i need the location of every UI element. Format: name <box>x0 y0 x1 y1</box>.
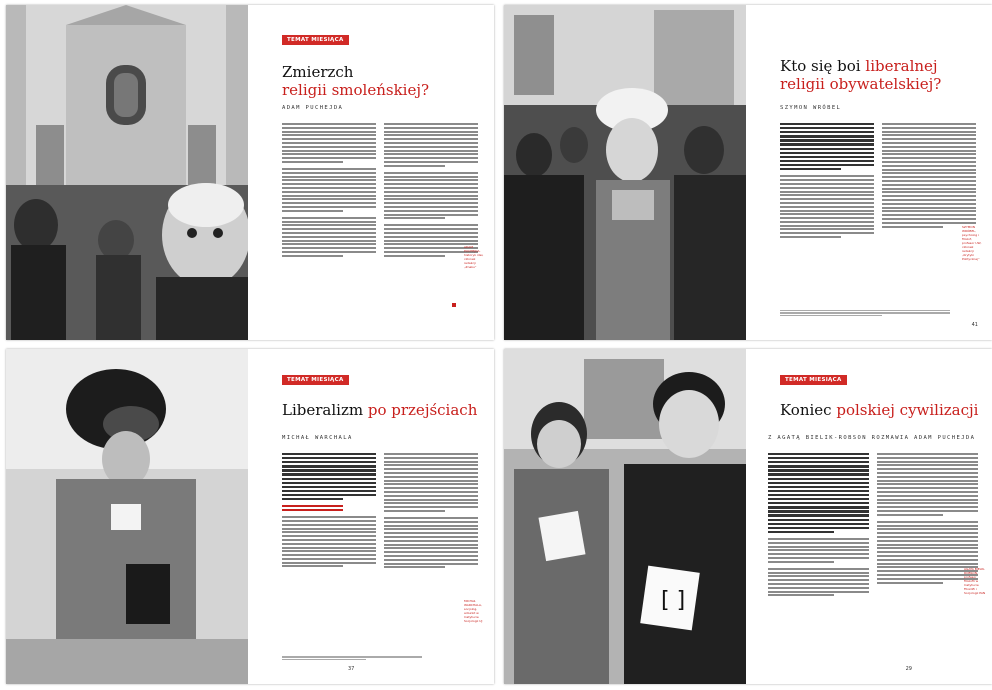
author-line: SZYMON WRÓBEL <box>780 105 842 111</box>
spread-1 <box>6 5 494 340</box>
text-column-2 <box>384 453 478 570</box>
text-column-1 <box>768 453 869 598</box>
section-tag: TEMAT MIESIĄCA <box>780 375 847 385</box>
title-plain: Liberalizm <box>282 401 364 419</box>
title-red: po przejściach <box>367 401 478 419</box>
spread-4 <box>504 349 992 684</box>
author-sidenote: AGATA BIELIK-ROBSON, profesor filozofii w Instytucie Filozofii i Socjologii PAN <box>964 567 986 595</box>
section-tag: TEMAT MIESIĄCA <box>282 35 349 45</box>
author-line: Z AGATĄ BIELIK-ROBSON ROZMAWIA ADAM PUCHEJDA <box>768 435 976 441</box>
section-tag: TEMAT MIESIĄCA <box>282 375 349 385</box>
text-column-2 <box>882 123 976 240</box>
article-page-2 <box>750 5 992 340</box>
author-sidenote: ADAM PUCHEJDA, historyk idei, członek redakcji „Znaku” <box>464 245 484 269</box>
article-page-1 <box>252 5 494 340</box>
article-title <box>282 63 482 99</box>
title-plain: Koniec <box>780 401 832 419</box>
author-line: ADAM PUCHEJDA <box>282 105 344 111</box>
page-number: 29 <box>905 666 912 672</box>
title-red: liberalnej religii obywatelskiej? <box>780 57 942 93</box>
svg-text:[ ]: [ ] <box>661 588 686 613</box>
article-title <box>282 401 482 419</box>
author-sidenote: SZYMON WRÓBEL, psycholog i filozof, profesor UW, członek redakcji „Krytyki Politycznej” <box>962 225 982 261</box>
page-number: 37 <box>348 666 355 672</box>
text-column-1 <box>282 123 376 259</box>
title-red: polskiej cywilizacji <box>836 401 979 419</box>
title-red: religii smoleńskiej? <box>282 81 430 99</box>
text-column-2 <box>384 123 478 259</box>
article-title <box>780 401 980 419</box>
footnotes <box>780 310 950 318</box>
page-number: 41 <box>971 322 978 328</box>
body-text <box>282 453 478 570</box>
body-text <box>282 123 478 259</box>
church-and-elderly-man-photo <box>6 5 248 340</box>
title-plain: Zmierzch <box>282 63 354 81</box>
title-plain: Kto się boi <box>780 57 861 75</box>
article-page-4 <box>750 349 992 684</box>
end-mark <box>452 303 456 307</box>
woman-with-hat-photo <box>6 349 248 684</box>
spread-2 <box>504 5 992 340</box>
text-column-2 <box>877 453 978 598</box>
body-text <box>768 453 978 598</box>
footnotes <box>282 656 422 662</box>
spread-3 <box>6 349 494 684</box>
crowd-woman-in-beret-photo <box>504 5 746 340</box>
article-page-3 <box>252 349 494 684</box>
text-column-1 <box>282 453 376 570</box>
article-title <box>780 57 980 93</box>
body-text <box>780 123 976 240</box>
author-line: MICHAŁ WARCHALA <box>282 435 353 441</box>
author-sidenote: MICHAŁ WARCHALA, socjolog, adiunkt w Instytucie Socjologii UJ <box>464 599 483 623</box>
text-column-1 <box>780 123 874 240</box>
two-young-men-with-placards-photo <box>504 349 746 684</box>
